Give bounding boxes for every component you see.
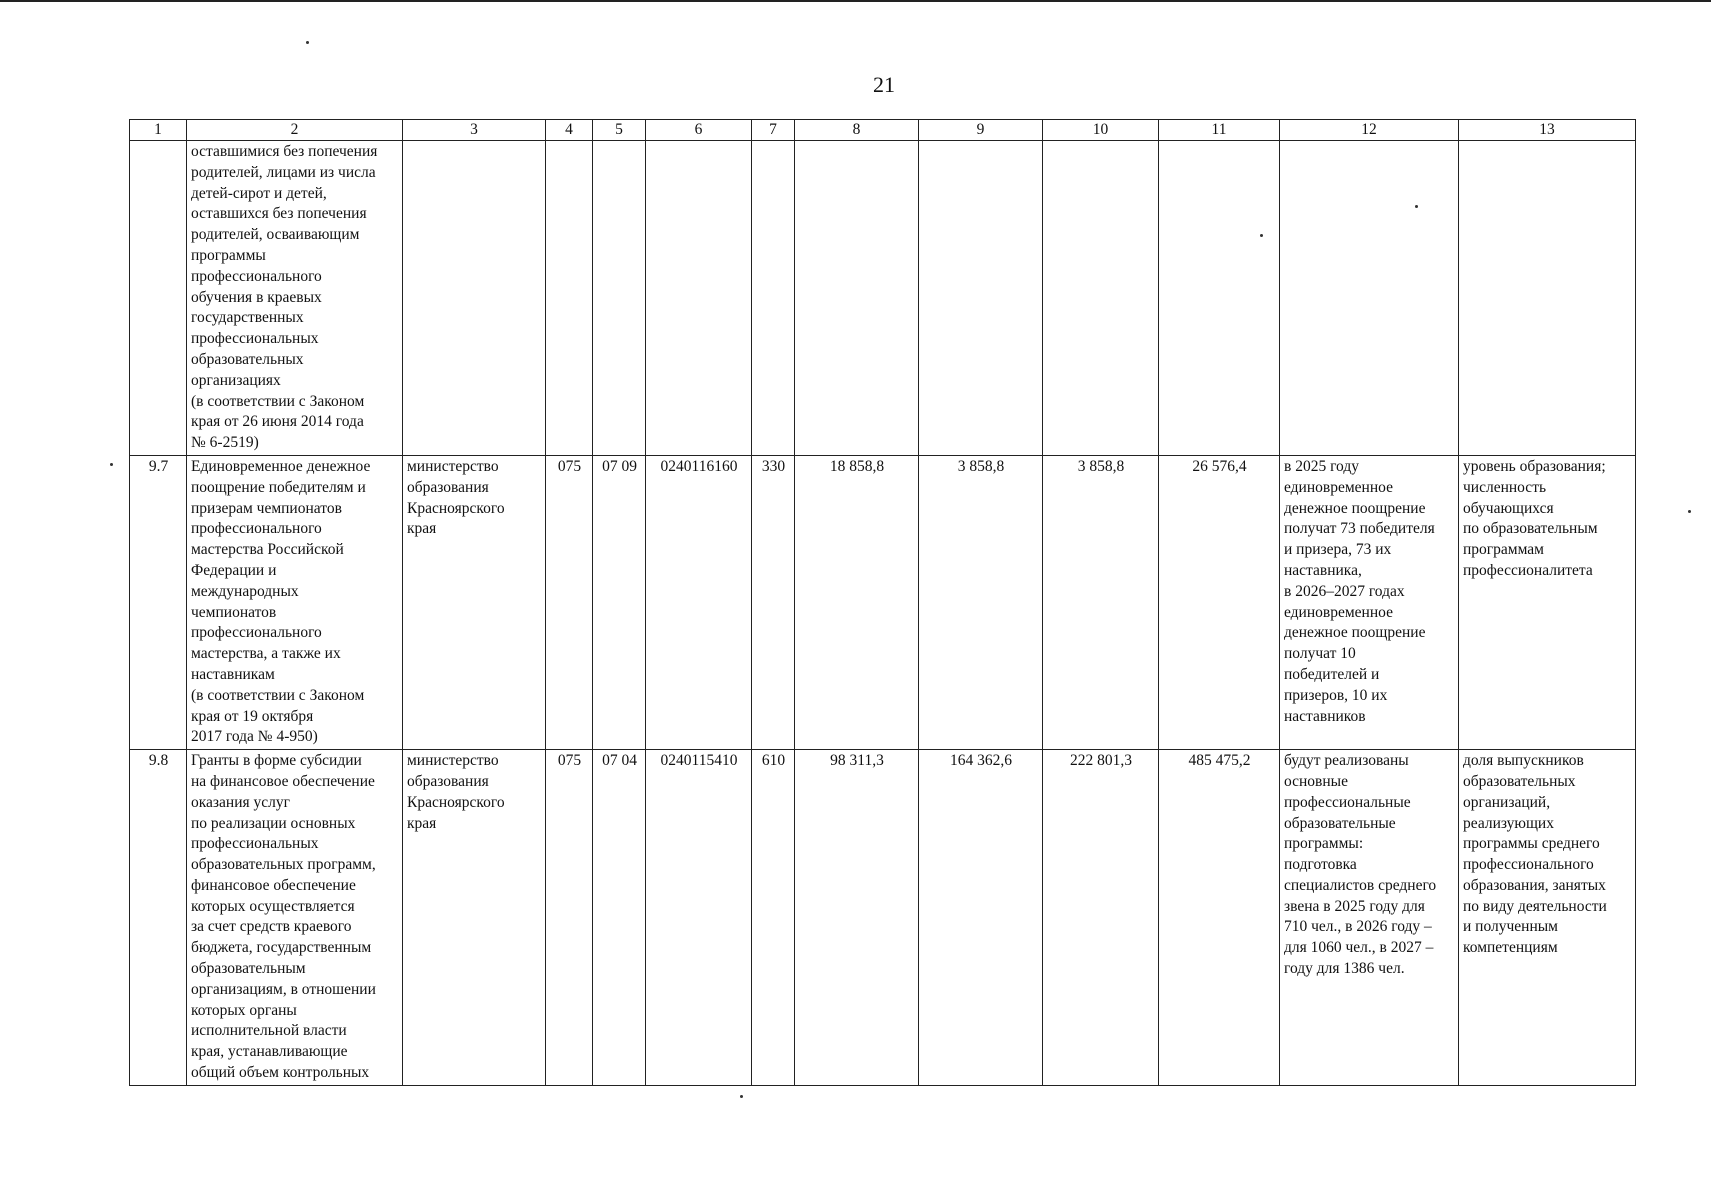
target-article-code: 0240116160: [646, 455, 752, 749]
amount-2025: 98 311,3: [795, 750, 919, 1086]
column-header-7: 7: [752, 120, 795, 141]
target-indicator: [1459, 141, 1636, 456]
column-header-1: 1: [130, 120, 187, 141]
column-header-5: 5: [593, 120, 646, 141]
target-article-code: 0240115410: [646, 750, 752, 1086]
administrator: [403, 141, 546, 456]
column-header-6: 6: [646, 120, 752, 141]
row-number: 9.8: [130, 750, 187, 1086]
column-header-3: 3: [403, 120, 546, 141]
section-code: 07 09: [593, 455, 646, 749]
amount-total: 485 475,2: [1159, 750, 1280, 1086]
grbs-code: 075: [546, 750, 593, 1086]
measure-name: Единовременное денежное поощрение победителям и призерам чемпионатов профессионального мастерства Российской Федерации и международных чемпионатов профессионального мастерства, а также их наставникам (в соответствии с Законом края от 19 октября 2017 года № 4-950): [187, 455, 403, 749]
amount-2027: [1043, 141, 1159, 456]
row-number: [130, 141, 187, 456]
column-header-2: 2: [187, 120, 403, 141]
section-code: [593, 141, 646, 456]
amount-total: 26 576,4: [1159, 455, 1280, 749]
table-header-row: [130, 120, 1636, 141]
amount-2027: 3 858,8: [1043, 455, 1159, 749]
column-header-13: 13: [1459, 120, 1636, 141]
target-article-code: [646, 141, 752, 456]
amount-2026: 164 362,6: [919, 750, 1043, 1086]
column-header-12: 12: [1280, 120, 1459, 141]
grbs-code: [546, 141, 593, 456]
expected-result: в 2025 году единовременное денежное поощрение получат 73 победителя и призера, 73 их наставника, в 2026–2027 годах единовременное денежное поощрение получат 10 победителей и призеров, 10 их наставников: [1280, 455, 1459, 749]
table-row: [130, 141, 1636, 456]
scan-speck: [110, 463, 113, 466]
administrator: министерство образования Красноярского края: [403, 750, 546, 1086]
expense-type-code: 610: [752, 750, 795, 1086]
amount-2026: 3 858,8: [919, 455, 1043, 749]
column-header-11: 11: [1159, 120, 1280, 141]
scan-speck: [1688, 510, 1691, 513]
scan-speck: [740, 1095, 743, 1098]
column-header-10: 10: [1043, 120, 1159, 141]
column-header-9: 9: [919, 120, 1043, 141]
amount-total: [1159, 141, 1280, 456]
target-indicator: доля выпускников образовательных организаций, реализующих программы среднего профессионального образования, занятых по виду деятельности и полученным компетенциям: [1459, 750, 1636, 1086]
amount-2025: 18 858,8: [795, 455, 919, 749]
expense-type-code: 330: [752, 455, 795, 749]
expense-type-code: [752, 141, 795, 456]
measure-name: оставшимися без попечения родителей, лицами из числа детей-сирот и детей, оставшихся без попечения родителей, осваивающим программы профессионального обучения в краевых государственных профессиональных образовательных организациях (в соответствии с Законом края от 26 июня 2014 года № 6-2519): [187, 141, 403, 456]
target-indicator: уровень образования; численность обучающихся по образовательным программам профессионалитета: [1459, 455, 1636, 749]
amount-2025: [795, 141, 919, 456]
administrator: министерство образования Красноярского края: [403, 455, 546, 749]
column-header-4: 4: [546, 120, 593, 141]
column-header-8: 8: [795, 120, 919, 141]
section-code: 07 04: [593, 750, 646, 1086]
expected-result: будут реализованы основные профессиональные образовательные программы: подготовка специалистов среднего звена в 2025 году для 710 чел., в 2026 году – для 1060 чел., в 2027 – году для 1386 чел.: [1280, 750, 1459, 1086]
scan-speck: [306, 41, 309, 44]
amount-2026: [919, 141, 1043, 456]
table-row: [130, 455, 1636, 749]
page-top-rule: [0, 0, 1711, 2]
measure-name: Гранты в форме субсидии на финансовое обеспечение оказания услуг по реализации основных профессиональных образовательных программ, финансовое обеспечение которых осуществляется за счет средств краевого бюджета, государственным образовательным организациям, в отношении которых органы исполнительной власти края, устанавливающие общий объем контрольных: [187, 750, 403, 1086]
expected-result: [1280, 141, 1459, 456]
row-number: 9.7: [130, 455, 187, 749]
table-row: [130, 750, 1636, 1086]
page-number: 21: [873, 72, 895, 97]
amount-2027: 222 801,3: [1043, 750, 1159, 1086]
budget-measures-table: [129, 119, 1636, 1086]
grbs-code: 075: [546, 455, 593, 749]
